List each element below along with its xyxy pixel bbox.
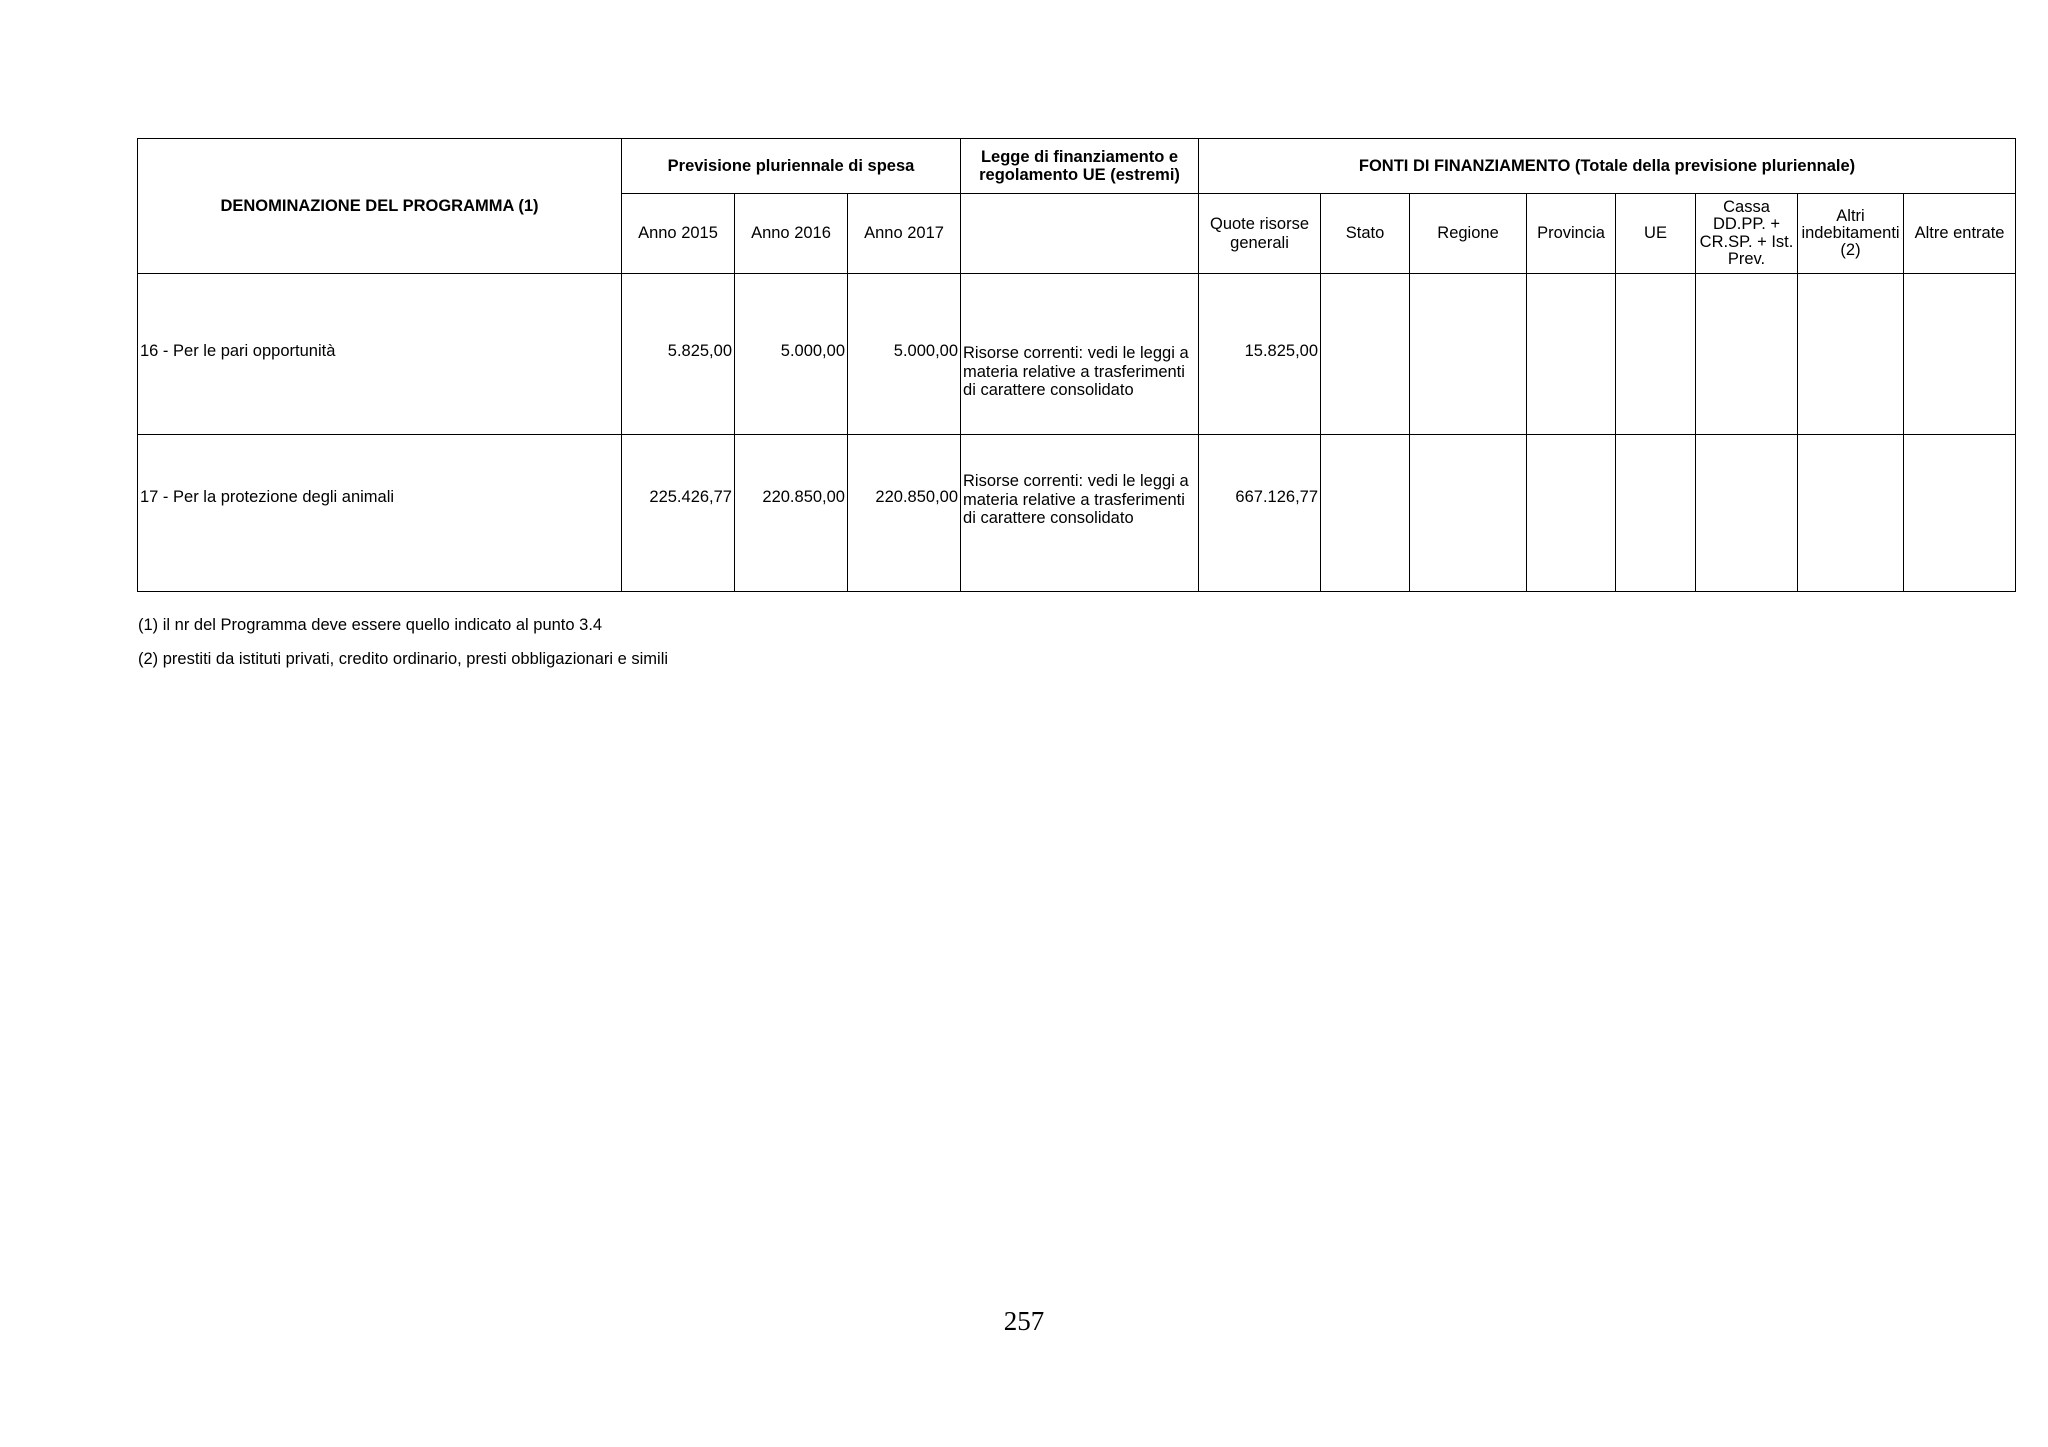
cell-quote: 667.126,77 xyxy=(1199,435,1321,592)
cell-legge xyxy=(961,435,1199,592)
cell-programma: 16 - Per le pari opportunità xyxy=(138,274,622,435)
header-legge-blank xyxy=(961,194,1199,274)
cell-anno-2016: 220.850,00 xyxy=(735,435,848,592)
footnote-2: (2) prestiti da istituti privati, credito ordinario, presti obbligazionari e simili xyxy=(138,650,669,668)
cell-anno-2017: 5.000,00 xyxy=(848,274,961,435)
cell-anno-2015: 5.825,00 xyxy=(622,274,735,435)
cell-cassa xyxy=(1696,435,1798,592)
program-table xyxy=(137,138,2016,592)
header-anno-2017: Anno 2017 xyxy=(848,194,961,274)
header-regione: Regione xyxy=(1410,194,1527,274)
cell-regione xyxy=(1410,435,1527,592)
header-cassa: Cassa DD.PP. + CR.SP. + Ist. Prev. xyxy=(1696,194,1798,274)
header-legge: Legge di finanziamento e regolamento UE (estremi) xyxy=(961,139,1199,194)
cell-quote: 15.825,00 xyxy=(1199,274,1321,435)
header-provincia: Provincia xyxy=(1527,194,1616,274)
cell-programma: 17 - Per la protezione degli animali xyxy=(138,435,622,592)
cell-altri xyxy=(1798,274,1904,435)
cell-ue xyxy=(1616,435,1696,592)
header-anno-2015: Anno 2015 xyxy=(622,194,735,274)
cell-legge xyxy=(961,274,1199,435)
legge-line: di carattere consolidato xyxy=(963,509,1134,528)
header-altri-indebitamenti: Altri indebitamenti (2) xyxy=(1798,194,1904,274)
header-altre-entrate: Altre entrate xyxy=(1904,194,2016,274)
legge-line: materia relative a trasferimenti xyxy=(963,490,1185,509)
cell-ue xyxy=(1616,274,1696,435)
header-fonti: FONTI DI FINANZIAMENTO (Totale della previsione pluriennale) xyxy=(1199,139,2016,194)
cell-provincia xyxy=(1527,274,1616,435)
footnote-1: (1) il nr del Programma deve essere quello indicato al punto 3.4 xyxy=(138,616,603,634)
cell-stato xyxy=(1321,274,1410,435)
header-ue: UE xyxy=(1616,194,1696,274)
cell-anno-2015: 225.426,77 xyxy=(622,435,735,592)
header-denominazione: DENOMINAZIONE DEL PROGRAMMA (1) xyxy=(138,139,622,274)
header-previsione: Previsione pluriennale di spesa xyxy=(622,139,961,194)
cell-altre xyxy=(1904,274,2016,435)
cell-anno-2016: 5.000,00 xyxy=(735,274,848,435)
cell-altre xyxy=(1904,435,2016,592)
cell-cassa xyxy=(1696,274,1798,435)
header-stato: Stato xyxy=(1321,194,1410,274)
legge-line: di carattere consolidato xyxy=(963,381,1134,400)
legge-line: Risorse correnti: vedi le leggi a xyxy=(963,472,1189,491)
cell-anno-2017: 220.850,00 xyxy=(848,435,961,592)
page-number: 257 xyxy=(1003,1306,1045,1336)
header-row-1 xyxy=(138,139,2016,194)
legge-line: materia relative a trasferimenti xyxy=(963,362,1185,381)
table-row xyxy=(138,274,2016,435)
legge-line: Risorse correnti: vedi le leggi a xyxy=(963,344,1189,363)
cell-altri xyxy=(1798,435,1904,592)
header-quote: Quote risorse generali xyxy=(1199,194,1321,274)
cell-regione xyxy=(1410,274,1527,435)
table-row xyxy=(138,435,2016,592)
cell-stato xyxy=(1321,435,1410,592)
cell-provincia xyxy=(1527,435,1616,592)
header-anno-2016: Anno 2016 xyxy=(735,194,848,274)
